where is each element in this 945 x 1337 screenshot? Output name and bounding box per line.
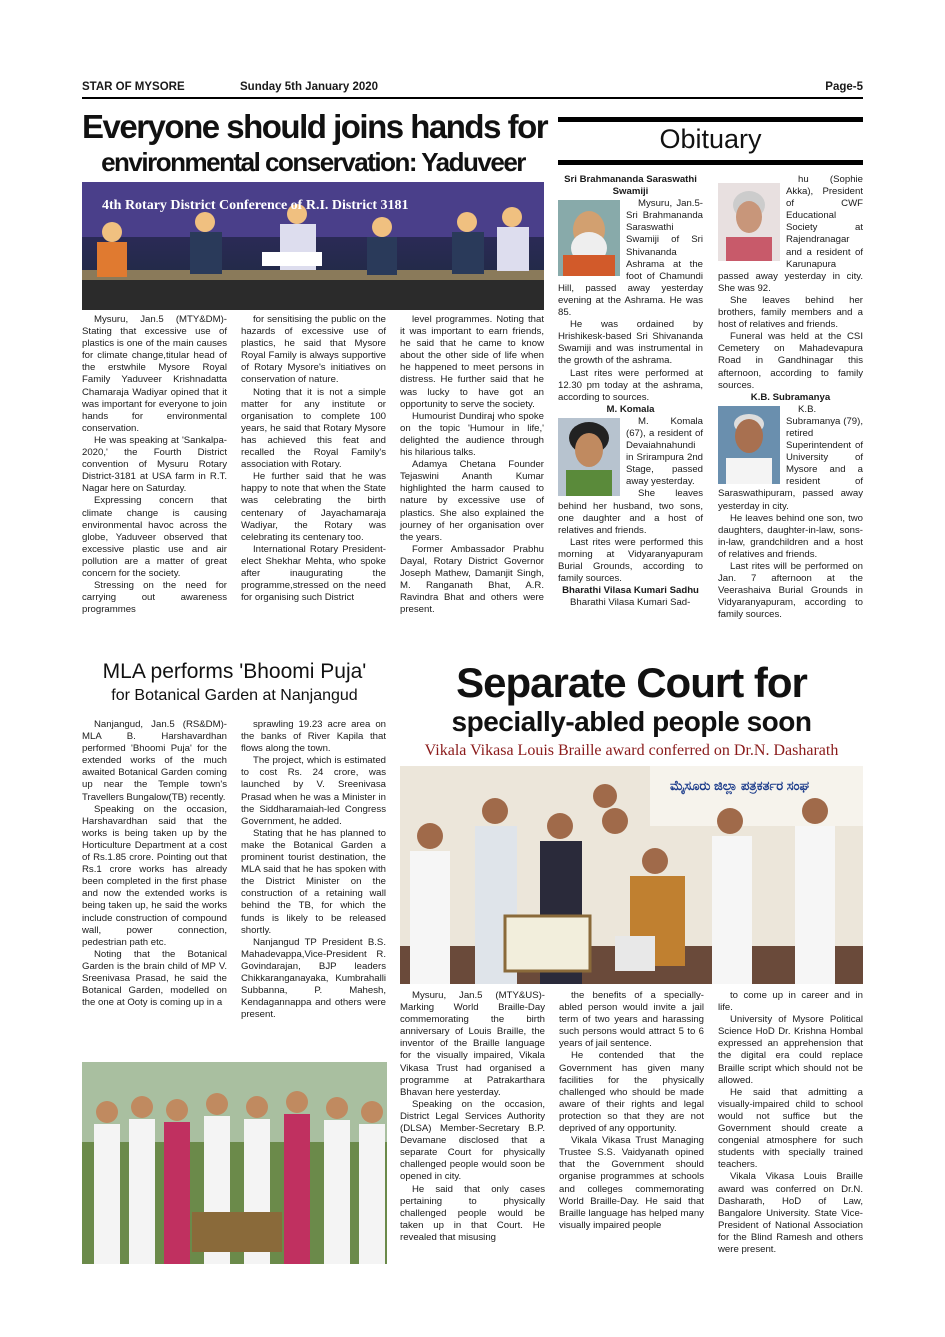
paragraph: Mysuru, Jan.5- Sri Brahmananda Saraswathi Swamiji of Sri Shivananda Ashrama at the foot of Chamundi Hill, passed away yesterday evening at the Ashrama. He was 85.	[558, 198, 703, 319]
paragraph: He further said that he was happy to note that when the State was celebrating the birth centenary of Jayachamaraja Wadiyar, the Rotary was celebrating its centenary too.	[241, 471, 386, 543]
komala-portrait	[558, 418, 620, 496]
obituary-name-subramanya: K.B. Subramanya	[750, 391, 831, 403]
paragraph: to come up in career and in life.	[718, 990, 863, 1014]
paragraph: He was speaking at 'Sankalpa-2020,' the Fourth District convention of Mysuru Rotary District-3181 at USA farm in R.T. Nagar here on Saturday.	[82, 434, 227, 495]
paragraph: Vikala Vikasa Louis Braille award was conferred on Dr.N. Dasharath, HoD of Law, Bangalore University. State Vice-President of National Association for the Blind Ramesh and others were present.	[718, 1171, 863, 1255]
article3-column-1	[400, 990, 545, 1244]
paragraph: level programmes. Noting that it was important to earn friends, he said that he came to know about the other side of life when he happened to meet persons in distress. He further said that he was lucky to have got an opportunity to serve the society.	[400, 314, 544, 410]
paragraph: Mysuru, Jan.5 (MTY&DM)- Stating that excessive use of plastics is one of the main causes for climate change,titular head of the erstwhile Mysore Royal Family Yaduveer Krishnadatta Chamaraja Wadiyar opined that it was important for everyone to join hands for environmental conservation.	[82, 314, 227, 434]
subramanya-portrait	[718, 406, 780, 484]
paragraph: International Rotary President-elect Shekhar Mehta, who spoke after inaugurating the programme,stressed on the need for organising such District	[241, 543, 386, 604]
article2-headline-line2: for Botanical Garden at Nanjangud	[111, 687, 358, 704]
portrait-illustration	[558, 200, 620, 276]
paragraph: hu (Sophie Akka), President of CWF Educational Society at Rajendranagar and a resident of Karunapura passed away yesterday in city. She was 92.	[718, 174, 863, 294]
obituary-column-2	[718, 174, 863, 621]
article3-headline-line2: specially-abled people soon	[451, 706, 812, 737]
paragraph: Last rites will be performed on Jan. 7 afternoon at the Veerashaiva Burial Grounds in Vidyaranyapuram, according to family sources.	[718, 561, 863, 621]
braille-award-photo	[400, 766, 863, 984]
article2-column-1	[82, 719, 227, 1009]
article2-headline: MLA performs 'Bhoomi Puja'	[102, 660, 367, 683]
photo-banner-text: 4th Rotary District Conference of R.I. District 3181	[102, 198, 409, 213]
paragraph: K.B. Subramanya (79), retired Superintendent of University of Mysore and a resident of Saraswathipuram, passed away yesterday in city.	[718, 403, 863, 512]
paragraph: Last rites were performed at 12.30 pm today at the ashrama, according to sources.	[558, 367, 703, 403]
paragraph: Humourist Dundiraj who spoke on the topic 'Humour in life,' delighted the audience through his hilarious talks.	[400, 410, 544, 459]
article3-column-2	[559, 990, 704, 1232]
paragraph: University of Mysore Political Science HoD Dr. Krishna Hombal expressed an apprehension that the digital era could replace Braille script which should not be allowed.	[718, 1014, 863, 1086]
photo-illustration	[82, 1062, 387, 1264]
paragraph: Speaking on the occasion, Harshavardhan said that the works is being taken up by the Horticulture Department at a cost of Rs.1.85 crore. Pointing out that Rs.1 crore works has already been completed in the first phase and now the extended works is being taken up, he said the works include construction of compound wall, power connection, pedestrian path etc.	[82, 803, 227, 948]
page-number: Page-5	[825, 81, 863, 93]
issue-date: Sunday 5th January 2020	[240, 81, 379, 93]
rotary-conference-photo	[82, 182, 544, 310]
paragraph: Adamya Chetana Founder Tejaswini Ananth Kumar highlighted the harm caused to nature by excessive use of plastics. She also explained the journey of her organisation over the years.	[400, 459, 544, 543]
paragraph: Former Ambassador Prabhu Dayal, Rotary District Governor Joseph Mathew, Damanjit Singh, M. Ranganath Bhat, A.R. Ravindra Bhat and others were present.	[400, 543, 544, 616]
article3-column-3	[718, 990, 863, 1256]
swamiji-portrait	[558, 200, 620, 276]
portrait-illustration	[558, 418, 620, 496]
banner-kannada-text: ಮೈಸೂರು ಜಿಲ್ಲಾ ಪತ್ರಕರ್ತರ ಸಂಘ	[670, 778, 810, 793]
obituary-rule-top	[558, 117, 863, 122]
paragraph: He contended that the Government has given many facilities for the physically challenged who should be made aware of their rights and legal protection so that they are not deprived of any opportunity.	[559, 1050, 704, 1135]
paragraph: Nanjangud, Jan.5 (RS&DM)- MLA B. Harshavardhan performed 'Bhoomi Puja' for the extended works of the much awaited Botanical Garden coming up near the Temple town's Travellers Bungalow(TB) recently.	[82, 719, 227, 803]
article3-headline: Separate Court for	[456, 659, 807, 706]
obituary-name-swamiji: Sri Brahmananda Saraswathi Swamiji	[564, 174, 697, 198]
obituary-bharathi-text: Bharathi Vilasa Kumari Sad-	[570, 597, 691, 609]
article2-column-2	[241, 719, 386, 1021]
paragraph: sprawling 19.23 acre area on the banks of River Kapila that flows along the town.	[241, 719, 386, 755]
paragraph: Expressing concern that climate change is causing environmental havoc across the globe, Yaduveer observed that excessive plastic use and air pollution are a matter of great concern for the society.	[82, 495, 227, 579]
paragraph: Stressing on the need for carrying out awareness programmes	[82, 580, 227, 616]
obituary-heading: Obituary	[659, 124, 762, 154]
photo-illustration	[400, 766, 863, 984]
portrait-illustration	[718, 406, 780, 484]
obituary-name-bharathi: Bharathi Vilasa Kumari Sadhu	[562, 585, 699, 597]
paragraph: Last rites were performed this morning at Vidyaranyapuram Burial Grounds, according to family sources.	[558, 536, 703, 585]
bhoomi-puja-photo	[82, 1062, 387, 1264]
obituary-column-1	[558, 174, 703, 609]
paragraph: Noting that the Botanical Garden is the brain child of MP V. Sreenivasa Prasad, he said the Botanical Garden, modelled on the one at Ooty is coming up in a	[82, 948, 227, 1009]
article1-column-3	[400, 314, 544, 616]
article1-column-1	[82, 314, 227, 616]
article1-headline-line2: environmental conservation: Yaduveer	[101, 147, 525, 177]
obituary-name-komala: M. Komala	[606, 403, 655, 415]
article1-column-2	[241, 314, 386, 604]
article3-subhead: Vikala Vikasa Louis Braille award conferred on Dr.N. Dasharath	[424, 742, 839, 759]
paragraph: M. Komala (67), a resident of Devaiahnahundi in Srirampura 2nd Stage, passed away yesterday.	[626, 415, 703, 488]
masthead-rule	[82, 97, 863, 99]
paragraph: He said that admitting a visually-impaired child to school would not suffice but the Government should create a congenial atmosphere for such students with specially trained teachers.	[718, 1086, 863, 1171]
paragraph: Noting that it is not a simple matter for any institute or organisation to complete 100 years, he said that Rotary Mysore has achieved this feat and recalled the Royal Family's association with Rotary.	[241, 386, 386, 471]
paragraph: for sensitising the public on the hazards of excessive use of plastics, he said that Mysore Royal Family is always supportive of Rotary Mysore's initiatives on conservation of nature.	[241, 314, 386, 386]
masthead	[82, 80, 863, 98]
paragraph: She leaves behind her brothers, family members and a host of relatives and friends.	[718, 294, 863, 331]
paragraph: Vikala Vikasa Trust Managing Trustee S.S. Vaidyanath opined that the Government should organise programmes at schools and colleges commemorating World Braille-Day. He said that Braille language has helped many visually impaired people	[559, 1135, 704, 1231]
paragraph: He leaves behind one son, two daughters, daughter-in-law, sons-in-law, grandchildren and a host of relatives and friends.	[718, 512, 863, 560]
paragraph: Nanjangud TP President B.S. Mahadevappa,Vice-President R. Govindarajan, BJP leaders Chikkaranganayaka, Kumbrahalli Subbanna, P. Mahesh, Kendagannappa and others were present.	[241, 936, 386, 1021]
paragraph: She leaves behind her husband, two sons, one daughter and a host of relatives and friends.	[558, 488, 703, 536]
paragraph: He said that only cases pertaining to physically challenged people would be taken up in that Court. He revealed that misusing	[400, 1183, 545, 1243]
obituary-rule-bottom	[558, 160, 863, 165]
paragraph: Mysuru, Jan.5 (MTY&US)- Marking World Braille-Day commemorating the birth anniversary of Louis Braille, the inventor of the Braille language for the visually impaired, Vikala Vikasa Trust had organised a programme at Patrakarthara Bhavan here yesterday.	[400, 990, 545, 1098]
paragraph: He was ordained by Hrishikesk-based Sri Shivananda Swamiji and was instrumental in the growth of the ashrama.	[558, 319, 703, 367]
portrait-illustration	[718, 183, 780, 261]
paragraph: Stating that he has planned to make the Botanical Garden a prominent tourist destination, the MLA said that he has spoken with the District Minister on the construction of a retaining wall behind the TB, for which the funds is likely to be released shortly.	[241, 827, 386, 936]
paragraph: The project, which is estimated to cost Rs. 24 crore, was launched by V. Sreenivasa Prasad when he was a Minister in the Siddharamaiah-led Congress Government, he added.	[241, 755, 386, 827]
sophie-akka-portrait	[718, 183, 780, 261]
article1-headline: Everyone should joins hands for	[82, 108, 548, 145]
paper-name: STAR OF MYSORE	[82, 81, 185, 93]
paragraph: Speaking on the occasion, District Legal Services Authority (DLSA) Member-Secretary B.P. Devamane disclosed that a separate Court for physically challenged people would soon be opened in city.	[400, 1098, 545, 1183]
paragraph: Funeral was held at the CSI Cemetery on Mahadevapura Road in Gandhinagar this afternoon, according to family sources.	[718, 331, 863, 391]
paragraph: the benefits of a specially-abled person would invite a jail term of two years and harassing such persons would attract 5 to 6 years of jail sentence.	[559, 990, 704, 1050]
